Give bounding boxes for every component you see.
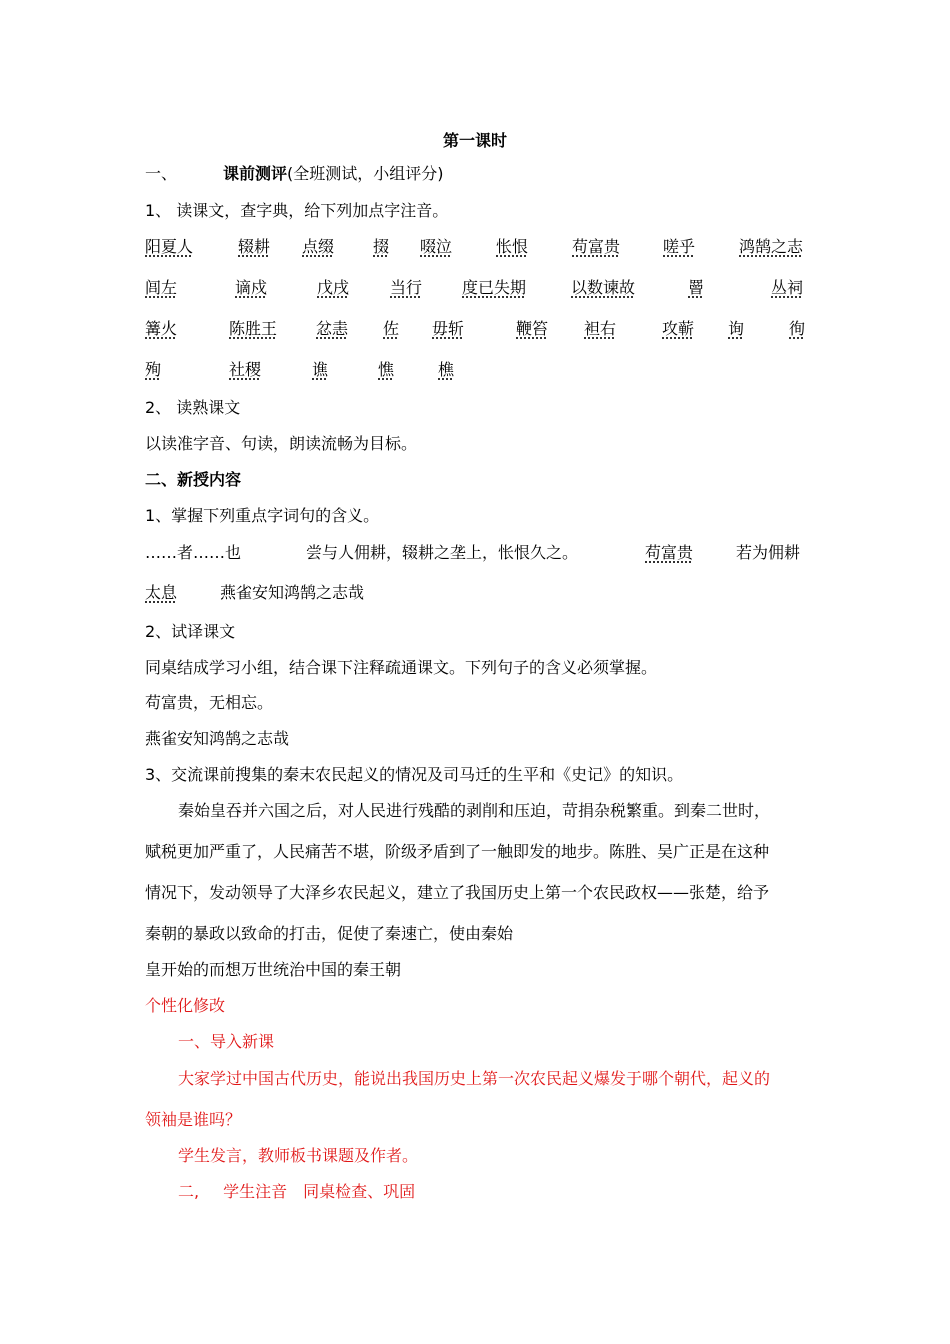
word: 戊戌 xyxy=(317,278,350,297)
word: 篝火 xyxy=(145,319,178,338)
annotation-step1: 一、导入新课 xyxy=(178,1032,275,1051)
word: 忿恚 xyxy=(316,319,349,338)
paragraph-line: 赋税更加严重了，人民痛苦不堪，阶级矛盾到了一触即发的地步。陈胜、吴广正是在这种 xyxy=(145,842,770,861)
word: 以数谏故 xyxy=(571,278,636,297)
s2-item2: 2、试译课文 xyxy=(145,622,236,641)
annotation-step2-number: 二, xyxy=(178,1182,200,1201)
phrase: 燕雀安知鸿鹄之志哉 xyxy=(220,583,365,602)
annotation-step2 xyxy=(178,1182,415,1202)
word-row-2 xyxy=(145,275,810,297)
word: 辍耕 xyxy=(238,237,271,256)
annotation-question-line2: 领袖是谁吗？ xyxy=(145,1110,242,1129)
word: 掇 xyxy=(373,237,390,256)
word: 樵 xyxy=(438,360,455,379)
word: 点缀 xyxy=(302,237,335,256)
s1-item1: 1、 读课文，查字典，给下列加点字注音。 xyxy=(145,201,449,220)
word-row-4 xyxy=(145,357,810,379)
annotation-answer: 学生发言，教师板书课题及作者。 xyxy=(178,1146,419,1165)
word: 询 xyxy=(728,319,745,338)
paragraph-line: 皇开始的而想万世统治中国的秦王朝 xyxy=(145,960,402,979)
annotation-step2-b: 同桌检查、巩固 xyxy=(303,1182,416,1201)
word: 谪戍 xyxy=(235,278,268,297)
word: 殉 xyxy=(145,360,162,379)
word: 怅恨 xyxy=(496,237,529,256)
paragraph-line: 情况下，发动领导了大泽乡农民起义，建立了我国历史上第一个农民政权——张楚，给予 xyxy=(145,883,770,902)
phrase-row-1 xyxy=(145,540,810,562)
phrase: 太息 xyxy=(145,583,178,602)
word: 嗟乎 xyxy=(663,237,696,256)
word: 阳夏人 xyxy=(145,237,194,256)
key-sentence-2: 燕雀安知鸿鹄之志哉 xyxy=(145,729,290,748)
lesson-title: 第一课时 xyxy=(442,131,507,150)
word: 鞭笞 xyxy=(516,319,549,338)
word: 度已失期 xyxy=(462,278,527,297)
word: 佐 xyxy=(383,319,400,338)
word: 陈胜王 xyxy=(229,319,278,338)
s2-item3: 3、交流课前搜集的秦末农民起义的情况及司马迁的生平和《史记》的知识。 xyxy=(145,765,684,784)
word: 罾 xyxy=(688,278,705,297)
section1-heading xyxy=(145,164,444,184)
annotation-question-line1: 大家学过中国古代历史，能说出我国历史上第一次农民起义爆发于哪个朝代，起义的 xyxy=(178,1069,771,1088)
paragraph-line: 秦朝的暴政以致命的打击，促使了秦速亡，使由秦始 xyxy=(145,924,514,943)
annotation-label: 个性化修改 xyxy=(145,996,226,1015)
word: 苟富贵 xyxy=(572,237,621,256)
phrase: ……者……也 xyxy=(145,543,242,562)
key-sentence-1: 苟富贵，无相忘。 xyxy=(145,693,274,712)
annotation-step2-a: 学生注音 xyxy=(223,1182,288,1201)
word: 社稷 xyxy=(229,360,262,379)
word: 啜泣 xyxy=(420,237,453,256)
phrase: 尝与人佣耕，辍耕之垄上，怅恨久之。 xyxy=(306,543,579,562)
word: 袒右 xyxy=(584,319,617,338)
s2-item2-text: 同桌结成学习小组，结合课下注释疏通课文。下列句子的含义必须掌握。 xyxy=(145,658,658,677)
section1-note: (全班测试，小组评分) xyxy=(287,164,444,183)
s1-item2: 2、 读熟课文 xyxy=(145,398,241,417)
section1-title: 课前测评 xyxy=(223,164,288,183)
word: 攻蕲 xyxy=(662,319,695,338)
phrase-row-2 xyxy=(145,580,810,602)
phrase: 若为佣耕 xyxy=(736,543,801,562)
word: 毋斩 xyxy=(432,319,465,338)
word: 丛祠 xyxy=(771,278,804,297)
word: 憔 xyxy=(378,360,395,379)
paragraph-line: 秦始皇吞并六国之后，对人民进行残酷的剥削和压迫，苛捐杂税繁重。到秦二世时， xyxy=(178,801,771,820)
word-row-3 xyxy=(145,316,810,338)
word: 当行 xyxy=(390,278,423,297)
word-row-1 xyxy=(145,234,810,256)
word: 鸿鹄之志 xyxy=(739,237,804,256)
s1-item2-text: 以读准字音、句读，朗读流畅为目标。 xyxy=(145,434,418,453)
word: 闾左 xyxy=(145,278,178,297)
word: 徇 xyxy=(789,319,806,338)
section1-number: 一、 xyxy=(145,164,178,183)
phrase: 苟富贵 xyxy=(645,543,694,562)
section2-heading: 二、新授内容 xyxy=(145,470,242,489)
word: 谯 xyxy=(312,360,329,379)
s2-item1: 1、掌握下列重点字词句的含义。 xyxy=(145,506,380,525)
